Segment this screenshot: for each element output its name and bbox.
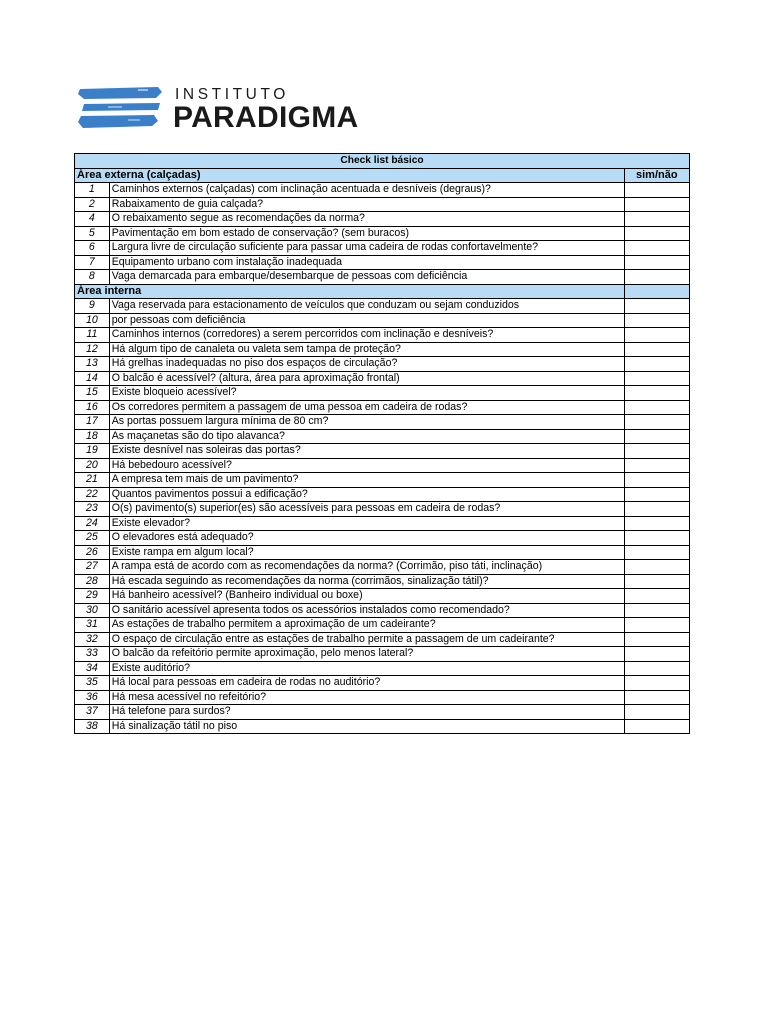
answer-cell[interactable] — [624, 241, 689, 256]
answer-cell[interactable] — [624, 719, 689, 734]
table-title: Check list básico — [75, 154, 690, 169]
answer-cell[interactable] — [624, 313, 689, 328]
table-row — [75, 458, 690, 473]
item-question: Existe auditório? — [109, 661, 624, 676]
table-row — [75, 502, 690, 517]
table-row — [75, 545, 690, 560]
item-number: 18 — [75, 429, 110, 444]
table-row — [75, 386, 690, 401]
answer-cell[interactable] — [624, 545, 689, 560]
answer-cell[interactable] — [624, 444, 689, 459]
item-question: Há algum tipo de canaleta ou valeta sem tampa de proteção? — [109, 342, 624, 357]
item-question: A empresa tem mais de um pavimento? — [109, 473, 624, 488]
table-row — [75, 197, 690, 212]
table-row — [75, 241, 690, 256]
item-question: Vaga demarcada para embarque/desembarque de pessoas com deficiência — [109, 270, 624, 285]
checklist-table — [74, 153, 690, 734]
table-row — [75, 371, 690, 386]
item-question: Equipamento urbano com instalação inadequada — [109, 255, 624, 270]
item-question: As portas possuem largura mínima de 80 cm? — [109, 415, 624, 430]
item-number: 4 — [75, 212, 110, 227]
item-number: 24 — [75, 516, 110, 531]
item-question: O balcão é acessível? (altura, área para aproximação frontal) — [109, 371, 624, 386]
table-row — [75, 676, 690, 691]
table-row — [75, 429, 690, 444]
item-number: 27 — [75, 560, 110, 575]
table-row — [75, 719, 690, 734]
answer-cell[interactable] — [624, 342, 689, 357]
item-number: 17 — [75, 415, 110, 430]
item-question: Há mesa acessível no refeitório? — [109, 690, 624, 705]
item-number: 25 — [75, 531, 110, 546]
item-question: O elevadores está adequado? — [109, 531, 624, 546]
item-question: Pavimentação em bom estado de conservação? (sem buracos) — [109, 226, 624, 241]
item-question: O balcão da refeitório permite aproximação, pelo menos lateral? — [109, 647, 624, 662]
table-row — [75, 589, 690, 604]
item-question: Largura livre de circulação suficiente para passar uma cadeira de rodas confortavelmente? — [109, 241, 624, 256]
item-question: Caminhos internos (corredores) a serem percorridos com inclinação e desníveis? — [109, 328, 624, 343]
answer-cell[interactable] — [624, 632, 689, 647]
item-question: Existe desnível nas soleiras das portas? — [109, 444, 624, 459]
table-row — [75, 618, 690, 633]
table-row — [75, 328, 690, 343]
item-question: Existe bloqueio acessível? — [109, 386, 624, 401]
item-number: 30 — [75, 603, 110, 618]
answer-cell[interactable] — [624, 618, 689, 633]
answer-cell[interactable] — [624, 415, 689, 430]
logo-text-instituto: INSTITUTO — [175, 86, 289, 103]
item-number: 38 — [75, 719, 110, 734]
item-number: 35 — [75, 676, 110, 691]
answer-cell[interactable] — [624, 661, 689, 676]
item-question: As maçanetas são do tipo alavanca? — [109, 429, 624, 444]
table-row — [75, 632, 690, 647]
item-question: O rebaixamento segue as recomendações da norma? — [109, 212, 624, 227]
table-row — [75, 516, 690, 531]
logo-text-paradigma: PARADIGMA — [173, 101, 359, 134]
answer-cell[interactable] — [624, 647, 689, 662]
item-question: O sanitário acessível apresenta todos os acessórios instalados como recomendado? — [109, 603, 624, 618]
answer-cell[interactable] — [624, 516, 689, 531]
item-question: A rampa está de acordo com as recomendações da norma? (Corrimão, piso táti, inclinação) — [109, 560, 624, 575]
institute-logo — [78, 86, 398, 136]
item-number: 15 — [75, 386, 110, 401]
item-number: 21 — [75, 473, 110, 488]
table-row — [75, 647, 690, 662]
table-row — [75, 705, 690, 720]
item-number: 9 — [75, 299, 110, 314]
answer-cell[interactable] — [624, 676, 689, 691]
item-question: Há grelhas inadequadas no piso dos espaços de circulação? — [109, 357, 624, 372]
answer-cell[interactable] — [624, 473, 689, 488]
answer-cell[interactable] — [624, 705, 689, 720]
section-header-row — [75, 284, 690, 299]
item-question: Há local para pessoas em cadeira de rodas no auditório? — [109, 676, 624, 691]
table-row — [75, 574, 690, 589]
item-number: 19 — [75, 444, 110, 459]
item-number: 22 — [75, 487, 110, 502]
answer-cell[interactable] — [624, 531, 689, 546]
item-question: Há escada seguindo as recomendações da norma (corrimãos, sinalização tátil)? — [109, 574, 624, 589]
answer-cell[interactable] — [624, 183, 689, 198]
item-question: Há telefone para surdos? — [109, 705, 624, 720]
answer-cell[interactable] — [624, 690, 689, 705]
item-question: Existe rampa em algum local? — [109, 545, 624, 560]
item-number: 23 — [75, 502, 110, 517]
item-question: Há banheiro acessível? (Banheiro individual ou boxe) — [109, 589, 624, 604]
item-number: 2 — [75, 197, 110, 212]
answer-cell[interactable] — [624, 400, 689, 415]
item-number: 5 — [75, 226, 110, 241]
table-row — [75, 183, 690, 198]
item-question: O(s) pavimento(s) superior(es) são acessíveis para pessoas em cadeira de rodas? — [109, 502, 624, 517]
answer-cell[interactable] — [624, 429, 689, 444]
answer-cell[interactable] — [624, 603, 689, 618]
item-question: As estações de trabalho permitem a aproximação de um cadeirante? — [109, 618, 624, 633]
item-number: 12 — [75, 342, 110, 357]
item-number: 32 — [75, 632, 110, 647]
item-number: 16 — [75, 400, 110, 415]
answer-cell[interactable] — [624, 386, 689, 401]
item-question: Há sinalização tátil no piso — [109, 719, 624, 734]
table-row — [75, 415, 690, 430]
answer-cell[interactable] — [624, 458, 689, 473]
table-row — [75, 342, 690, 357]
table-row — [75, 603, 690, 618]
item-number: 8 — [75, 270, 110, 285]
item-number: 7 — [75, 255, 110, 270]
table-row — [75, 299, 690, 314]
answer-cell[interactable] — [624, 357, 689, 372]
section-title: Área interna — [75, 284, 625, 299]
table-row — [75, 444, 690, 459]
item-number: 10 — [75, 313, 110, 328]
table-title-row — [75, 154, 690, 169]
answer-cell[interactable] — [624, 560, 689, 575]
answer-cell[interactable] — [624, 589, 689, 604]
answer-cell[interactable] — [624, 502, 689, 517]
table-row — [75, 487, 690, 502]
item-number: 31 — [75, 618, 110, 633]
item-number: 37 — [75, 705, 110, 720]
answer-cell[interactable] — [624, 255, 689, 270]
table-row — [75, 212, 690, 227]
item-number: 20 — [75, 458, 110, 473]
table-row — [75, 226, 690, 241]
table-row — [75, 560, 690, 575]
item-number: 36 — [75, 690, 110, 705]
item-number: 28 — [75, 574, 110, 589]
table-row — [75, 313, 690, 328]
item-number: 33 — [75, 647, 110, 662]
item-number: 11 — [75, 328, 110, 343]
answer-cell[interactable] — [624, 328, 689, 343]
item-number: 6 — [75, 241, 110, 256]
answer-cell[interactable] — [624, 487, 689, 502]
item-number: 34 — [75, 661, 110, 676]
logo-stripes-icon — [78, 86, 162, 132]
answer-cell[interactable] — [624, 212, 689, 227]
table-row — [75, 690, 690, 705]
answer-cell[interactable] — [624, 270, 689, 285]
table-row — [75, 531, 690, 546]
table-row — [75, 357, 690, 372]
item-question: Os corredores permitem a passagem de uma pessoa em cadeira de rodas? — [109, 400, 624, 415]
table-row — [75, 661, 690, 676]
item-question: Quantos pavimentos possui a edificação? — [109, 487, 624, 502]
item-number: 26 — [75, 545, 110, 560]
answer-cell[interactable] — [624, 299, 689, 314]
table-row — [75, 400, 690, 415]
item-number: 13 — [75, 357, 110, 372]
item-question: Caminhos externos (calçadas) com inclinação acentuada e desníveis (degraus)? — [109, 183, 624, 198]
answer-cell[interactable] — [624, 574, 689, 589]
item-question: Vaga reservada para estacionamento de veículos que conduzam ou sejam conduzidos — [109, 299, 624, 314]
item-question: Existe elevador? — [109, 516, 624, 531]
answer-cell[interactable] — [624, 371, 689, 386]
section-title: Área externa (calçadas) — [75, 168, 625, 183]
item-question: por pessoas com deficiência — [109, 313, 624, 328]
table-row — [75, 255, 690, 270]
item-number: 29 — [75, 589, 110, 604]
answer-column-header: sim/não — [624, 168, 689, 183]
item-question: O espaço de circulação entre as estações de trabalho permite a passagem de um cadeirante? — [109, 632, 624, 647]
item-number: 14 — [75, 371, 110, 386]
answer-cell[interactable] — [624, 226, 689, 241]
answer-column-header — [624, 284, 689, 299]
table-row — [75, 270, 690, 285]
item-number: 1 — [75, 183, 110, 198]
answer-cell[interactable] — [624, 197, 689, 212]
section-header-row — [75, 168, 690, 183]
item-question: Há bebedouro acessível? — [109, 458, 624, 473]
item-question: Rabaixamento de guia calçada? — [109, 197, 624, 212]
table-row — [75, 473, 690, 488]
